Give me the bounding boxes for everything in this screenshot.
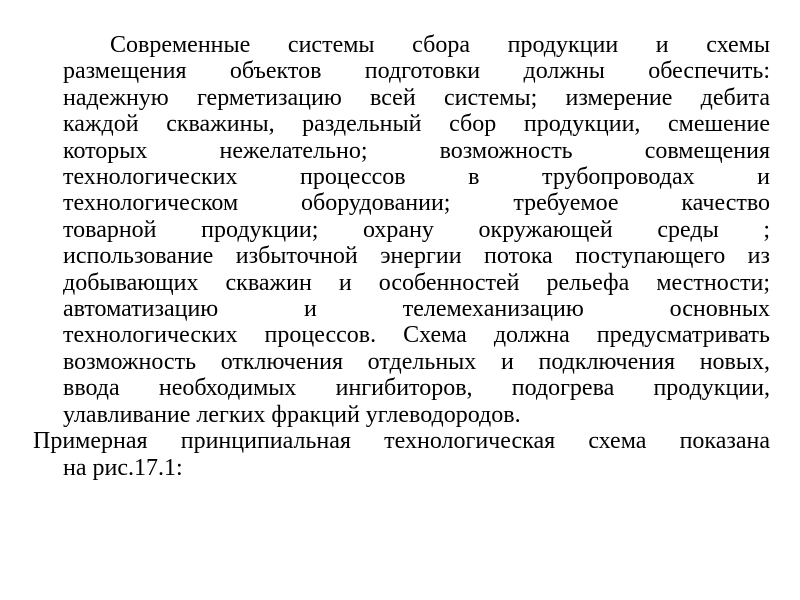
text-line: технологическом оборудовании; требуемое качество: [63, 190, 770, 217]
text-line: технологических процессов в трубопроводах и: [63, 164, 770, 191]
text-line: Примерная принципиальная технологическая схема показана: [33, 428, 770, 455]
paragraph-figure-reference: [33, 428, 770, 481]
text-line: улавливание легких фракций углеводородов.: [63, 401, 521, 428]
paragraph-requirements: [63, 32, 770, 428]
text-line: возможность отключения отдельных и подключения новых,: [63, 348, 770, 375]
text-line: добывающих скважин и особенностей рельефа местности;: [63, 269, 770, 296]
text-line: товарной продукции; охрану окружающей среды ;: [63, 216, 770, 243]
text-line: на рис.17.1:: [63, 454, 183, 481]
text-line: Современные системы сбора продукции и схемы: [110, 32, 770, 58]
text-line: размещения объектов подготовки должны обеспечить:: [63, 58, 770, 85]
text-line: ввода необходимых ингибиторов, подогрева продукции,: [63, 375, 770, 402]
text-line: технологических процессов. Схема должна предусматривать: [63, 322, 770, 349]
text-line: каждой скважины, раздельный сбор продукции, смешение: [63, 111, 770, 138]
text-line: использование избыточной энергии потока поступающего из: [63, 243, 770, 270]
text-line: которых нежелательно; возможность совмещения: [63, 137, 770, 164]
text-line: надежную герметизацию всей системы; измерение дебита: [63, 84, 770, 111]
text-line: автоматизацию и телемеханизацию основных: [63, 296, 770, 323]
